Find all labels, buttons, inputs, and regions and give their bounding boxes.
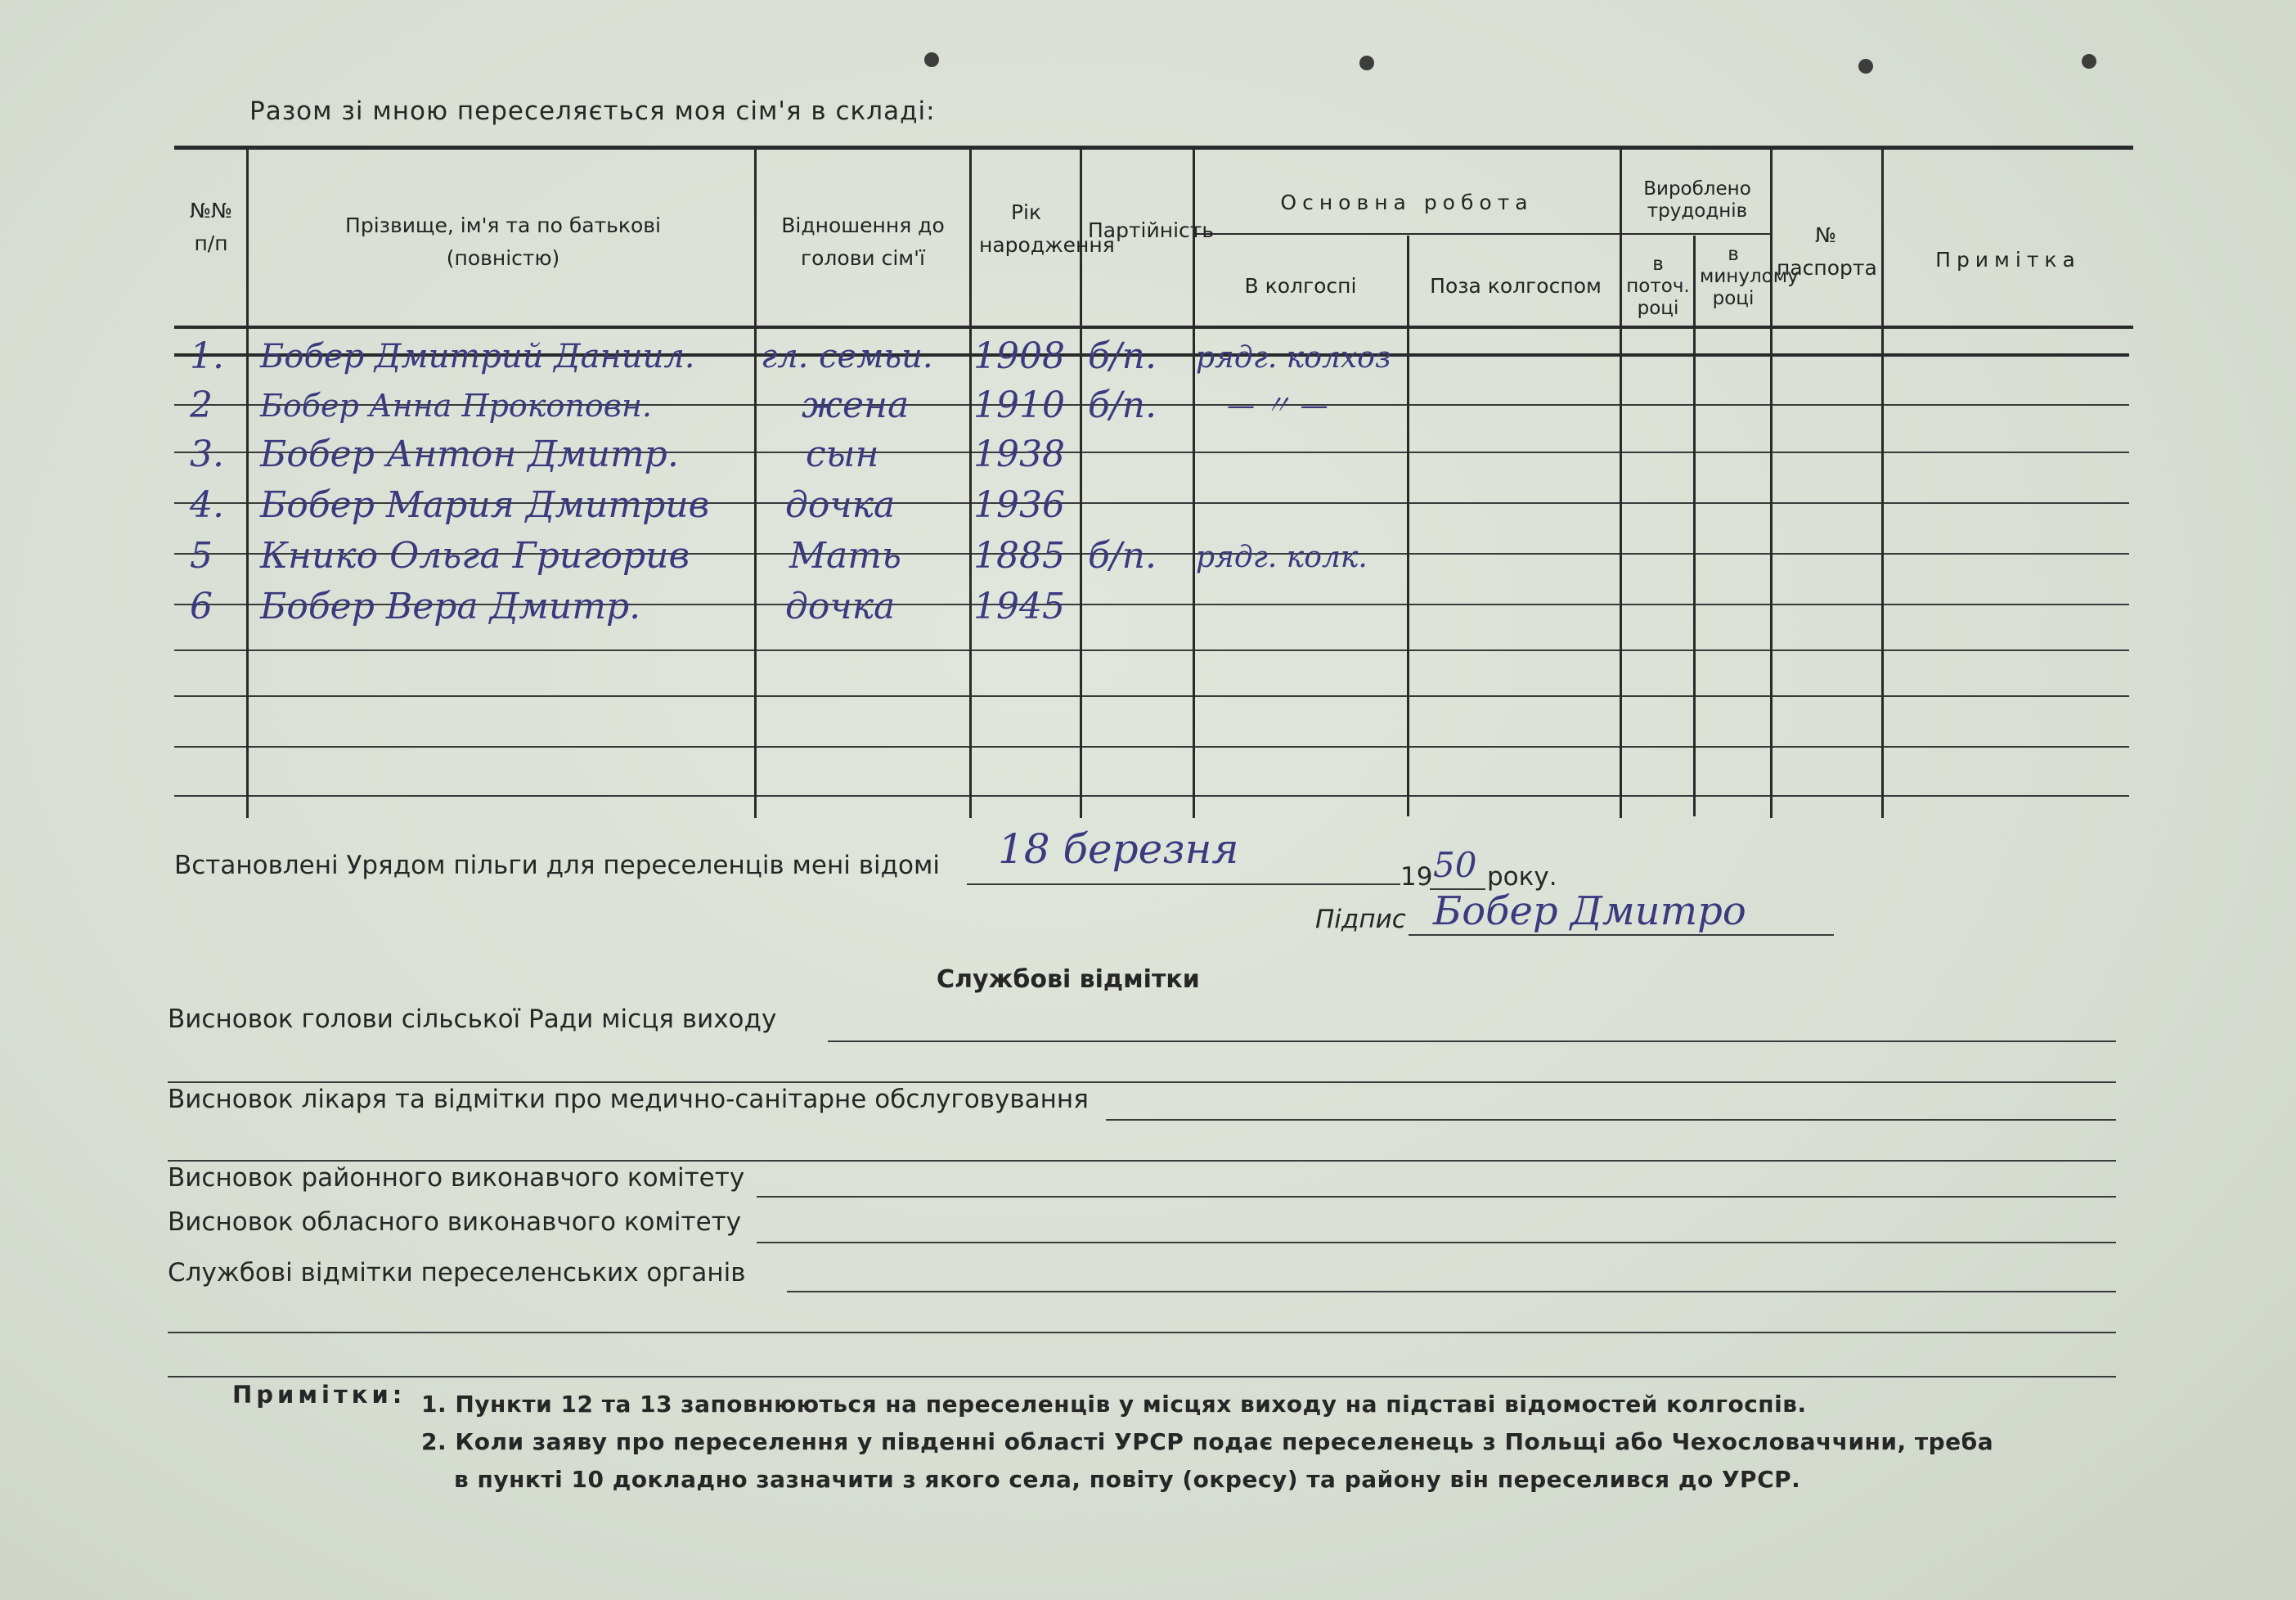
benefits-year-suffix: 50: [1433, 845, 1477, 885]
intro-line: Разом зі мною переселяється моя сім'я в складі:: [249, 97, 936, 126]
row-1-relation: гл. семьи.: [761, 338, 933, 375]
row-1-party: б/п.: [1088, 335, 1157, 377]
main-work-subline: [1194, 233, 1620, 235]
row-2-party: б/п.: [1088, 384, 1157, 426]
row-3-name: Бобер Антон Дмитр.: [260, 434, 679, 475]
service-line-village-council: Висновок голови сільської Ради місця виходу: [168, 1004, 777, 1034]
row-6-relation: дочка: [785, 586, 896, 627]
benefits-label: Встановлені Урядом пільги для переселенців мені відомі: [174, 851, 941, 880]
row-2-work: — 〃 —: [1227, 389, 1328, 422]
service-line-resettlement: Службові відмітки переселенських органів: [168, 1258, 746, 1288]
punch-hole: [2082, 54, 2096, 69]
signature-value: Бобер Дмитро: [1433, 888, 1746, 934]
col-divider: [246, 147, 249, 818]
fill-line: [168, 1081, 2116, 1083]
row-3-num: 3.: [190, 434, 224, 475]
header-workdays: Вироблено трудоднів: [1643, 178, 1751, 222]
row-4-num: 4.: [190, 484, 224, 526]
row-6-name: Бобер Вера Дмитр.: [260, 586, 641, 627]
header-relation: Відношення до голови сім'ї: [781, 213, 945, 270]
service-title: Службові відмітки: [937, 965, 1200, 994]
benefits-year-word: року.: [1487, 862, 1557, 892]
header-birth-year: Рік народження: [979, 200, 1115, 257]
notes-item-1: 1. Пункти 12 та 13 заповнюються на переселенців у місцях виходу на підставі відомостей колгоспів.: [421, 1391, 1807, 1418]
col-divider: [1193, 147, 1195, 818]
signature-fill-line: [1409, 934, 1834, 936]
service-line-doctor: Висновок лікаря та відмітки про медично-санітарне обслуговування: [168, 1085, 1089, 1114]
punch-hole: [924, 52, 939, 67]
signature-label: Підпис: [1315, 905, 1406, 934]
row-3-year: 1938: [973, 434, 1065, 475]
header-last-year: в минулому році: [1700, 244, 1799, 309]
header-num: №№ п/п: [189, 199, 232, 255]
header-main-work: Основна робота: [1280, 191, 1534, 214]
row-1-num: 1.: [190, 335, 224, 377]
col-divider: [969, 147, 972, 818]
fill-line: [757, 1196, 2116, 1198]
header-note: Примітка: [1935, 248, 2081, 272]
fill-line: [757, 1242, 2116, 1243]
fill-line: [168, 1376, 2116, 1378]
row-2-relation: жена: [802, 384, 910, 426]
row-4-name: Бобер Мария Дмитрив: [260, 484, 710, 526]
row-4-relation: дочка: [785, 484, 896, 526]
fill-line: [168, 1332, 2116, 1333]
benefits-year-prefix: 19: [1400, 862, 1433, 892]
table-top-border: [174, 146, 2133, 150]
row-5-work: рядг. колк.: [1196, 541, 1368, 574]
fill-line: [787, 1291, 2116, 1292]
row-1-year: 1908: [973, 335, 1065, 377]
header-passport: № паспорта: [1777, 223, 1877, 280]
row-5-party: б/п.: [1088, 535, 1157, 577]
row-6-year: 1945: [973, 586, 1065, 627]
fill-line: [828, 1040, 2116, 1042]
header-party: Партійність: [1088, 218, 1215, 242]
punch-hole: [1858, 59, 1873, 74]
row-line: [174, 746, 2129, 748]
row-5-num: 5: [190, 535, 213, 577]
row-4-year: 1936: [973, 484, 1065, 526]
benefits-fill-line: [967, 883, 1400, 885]
col-divider: [1881, 147, 1884, 818]
row-line: [174, 795, 2129, 797]
row-6-num: 6: [190, 586, 213, 627]
header-outside-kolkhoz: Поза колгоспом: [1430, 274, 1602, 298]
col-divider: [1693, 236, 1696, 816]
row-2-name: Бобер Анна Прокоповн.: [260, 388, 652, 424]
row-line: [174, 649, 2129, 651]
row-1-work: рядг. колхоз: [1196, 341, 1391, 375]
row-line: [174, 695, 2129, 697]
fill-line: [168, 1160, 2116, 1162]
workdays-subline: [1621, 233, 1770, 235]
header-current-year: в поточ. році: [1626, 254, 1690, 319]
service-line-region: Висновок обласного виконавчого комітету: [168, 1207, 742, 1237]
row-2-num: 2: [190, 384, 213, 426]
row-3-relation: сын: [806, 434, 879, 475]
header-in-kolkhoz: В колгоспі: [1244, 274, 1357, 298]
row-1-name: Бобер Дмитрий Даниил.: [260, 338, 695, 375]
service-line-district: Висновок районного виконавчого комітету: [168, 1163, 745, 1193]
punch-hole: [1359, 56, 1374, 70]
row-5-name: Книко Ольга Григорив: [260, 535, 690, 577]
table-header-border: [174, 326, 2133, 329]
notes-label: Примітки:: [232, 1381, 407, 1409]
notes-item-2a: 2. Коли заяву про переселення у південні області УРСР подає переселенець з Польщі або Чехословаччини, треба: [421, 1428, 1994, 1455]
col-divider: [1770, 147, 1773, 818]
row-5-relation: Мать: [789, 535, 901, 577]
col-divider: [1407, 236, 1409, 816]
notes-item-2b: в пункті 10 докладно зазначити з якого села, повіту (окресу) та району він переселився до УРСР.: [454, 1466, 1801, 1493]
row-5-year: 1885: [973, 535, 1065, 577]
row-2-year: 1910: [973, 384, 1065, 426]
col-divider: [754, 147, 757, 818]
header-name: Прізвище, ім'я та по батькові (повністю): [345, 213, 661, 270]
col-divider: [1620, 147, 1622, 818]
benefits-date: 18 березня: [998, 825, 1239, 873]
fill-line: [1106, 1119, 2116, 1121]
